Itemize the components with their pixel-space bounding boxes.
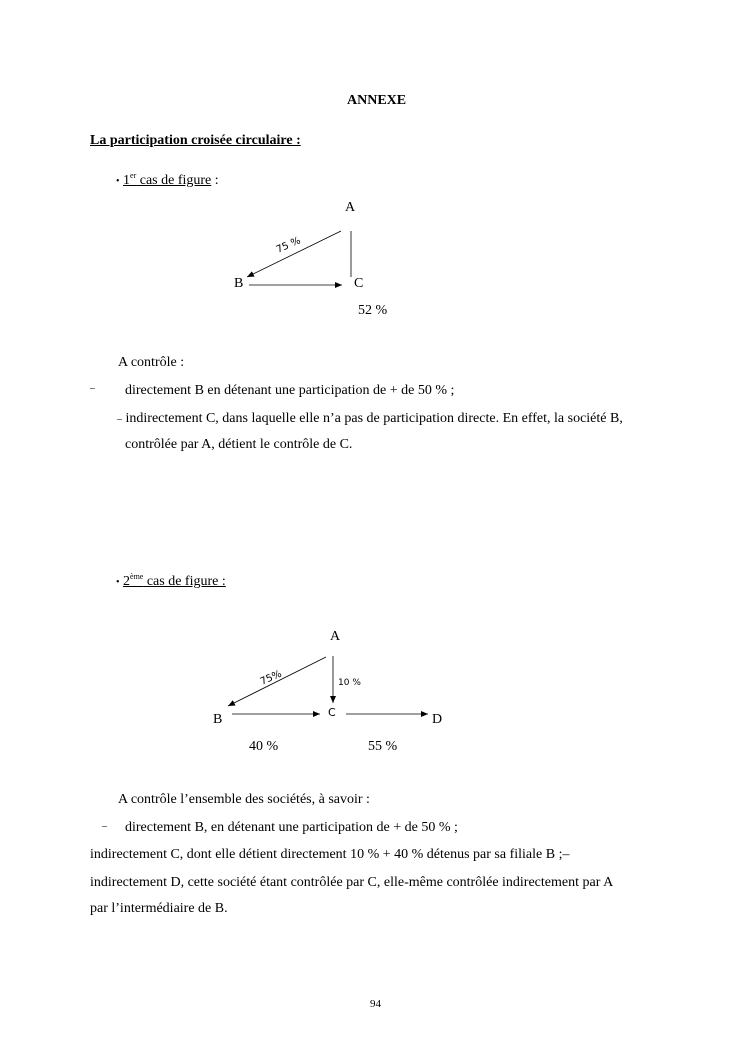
case1-intro: A contrôle : xyxy=(118,355,185,370)
case1-edge-a-b-label: 75 % xyxy=(274,235,303,256)
case2-line2: indirectement C, dont elle détient directement 10 % + 40 % détenus par sa filiale B ;– xyxy=(90,847,570,862)
case1-item2-cont: contrôlée par A, détient le contrôle de C. xyxy=(125,437,353,452)
case1-node-b: B xyxy=(234,276,244,291)
case2-label-text: 2ème cas de figure : xyxy=(123,572,226,589)
case2-edge-a-c-label: 10 % xyxy=(338,678,361,688)
case2-intro: A contrôle l’ensemble des sociétés, à savoir : xyxy=(118,792,370,807)
case1-label-text: 1er cas de figure xyxy=(123,171,212,188)
case1-item2: – indirectement C, dans laquelle elle n’a pas de participation directe. En effet, la société B, xyxy=(117,411,623,426)
case2-node-b: B xyxy=(213,712,223,727)
case2-node-c: C xyxy=(328,706,336,719)
bullet: • xyxy=(116,577,120,588)
dash: – xyxy=(90,383,95,394)
case1-item1: directement B en détenant une participation de + de 50 % ; xyxy=(125,383,455,398)
section-heading: La participation croisée circulaire : xyxy=(90,133,301,148)
dash: – xyxy=(102,821,107,832)
case1-pct-c: 52 % xyxy=(358,303,388,318)
case1-label: • 1er cas de figure : xyxy=(116,171,219,188)
case2-item1: directement B, en détenant une participation de + de 50 % ; xyxy=(125,820,458,835)
case1-node-a: A xyxy=(345,200,356,215)
case2-line3: indirectement D, cette société étant contrôlée par C, elle-même contrôlée indirectement par A xyxy=(90,875,614,890)
page-title: ANNEXE xyxy=(347,93,407,108)
bullet: • xyxy=(116,176,120,187)
page-number: 94 xyxy=(370,998,381,1010)
case2-pct-b-c: 40 % xyxy=(249,739,279,754)
case2-node-d: D xyxy=(432,712,443,727)
case2-node-a: A xyxy=(330,629,341,644)
case1-node-c: C xyxy=(354,276,364,291)
case2-pct-c-d: 55 % xyxy=(368,739,398,754)
case2-edge-a-b-label: 75% xyxy=(258,668,284,688)
case2-line4: par l’intermédiaire de B. xyxy=(90,901,228,916)
